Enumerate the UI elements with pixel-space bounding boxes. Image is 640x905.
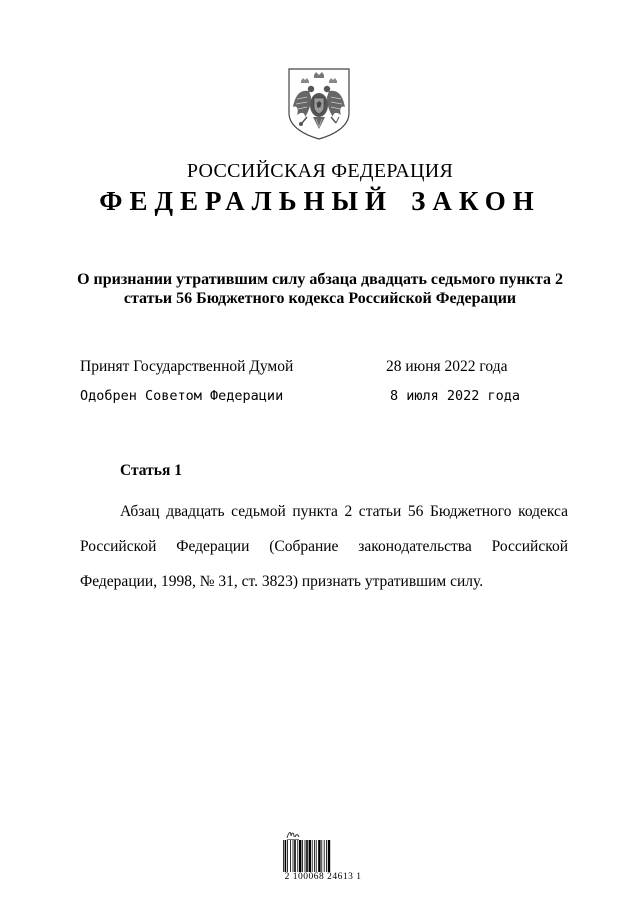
law-title-line-1: О признании утратившим силу абзаца двадцать седьмого пункта 2 — [77, 271, 563, 288]
council-label: Одобрен Советом Федерации — [80, 388, 284, 404]
barcode-bar — [302, 840, 303, 872]
signature-mark-icon — [286, 828, 300, 840]
barcode-bar — [283, 840, 284, 872]
law-title — [60, 270, 580, 308]
country-heading: РОССИЙСКАЯ ФЕДЕРАЦИЯ — [186, 160, 454, 182]
barcode-bar — [318, 840, 320, 872]
barcode-bar — [297, 840, 298, 872]
barcode-bar — [290, 840, 291, 872]
barcode-bar — [312, 840, 313, 872]
barcode-bar — [305, 840, 306, 872]
barcode-bar — [314, 840, 315, 872]
barcode-number: 2 100068 24613 1 — [284, 872, 362, 882]
barcode-bar — [316, 840, 317, 872]
barcode-icon — [282, 840, 362, 872]
document-type-word-1: ФЕДЕРАЛЬНЫЙ — [99, 186, 394, 216]
barcode-bar — [306, 840, 308, 872]
barcode-bar — [321, 840, 322, 872]
coat-of-arms-icon — [287, 67, 351, 141]
barcode-bar — [309, 840, 311, 872]
barcode-bar — [293, 840, 294, 872]
council-date: 8 июля 2022 года — [390, 388, 521, 404]
barcode-bar — [287, 840, 288, 872]
barcode-bar — [324, 840, 325, 872]
duma-date: 28 июня 2022 года — [386, 358, 508, 375]
duma-label: Принят Государственной Думой — [80, 358, 294, 375]
barcode-bar — [285, 840, 287, 872]
barcode-bar — [299, 840, 301, 872]
document-type-word-2: ЗАКОН — [411, 186, 541, 216]
barcode-block — [282, 828, 362, 888]
barcode-bar — [294, 840, 296, 872]
article-heading: Статья 1 — [120, 462, 182, 479]
barcode-bar — [328, 840, 330, 872]
article-text: Абзац двадцать седьмой пункта 2 статьи 56 Бюджетного кодекса Российской Федерации (Собрание законодательства Российской Федерации, 1998, № 31, ст. 3823) признать утратившим силу. — [80, 503, 568, 590]
barcode-bar — [326, 840, 327, 872]
law-title-line-2: статьи 56 Бюджетного кодекса Российской Федерации — [123, 290, 517, 307]
document-type-heading — [0, 186, 640, 217]
